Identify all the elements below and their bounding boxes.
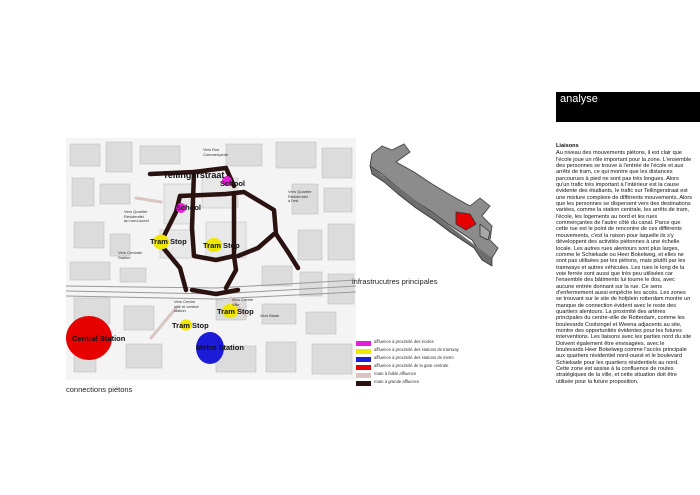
section-header — [556, 92, 700, 122]
section-subtitle: Liaisons — [556, 143, 579, 149]
legend-swatch — [356, 373, 371, 378]
map-legend — [356, 340, 486, 388]
legend-label: route à faible affluence — [374, 371, 417, 376]
tram-stop-label: Tram Stop — [203, 241, 240, 250]
page-title: analyse — [560, 93, 598, 105]
legend-swatch — [356, 357, 371, 362]
legend-swatch — [356, 365, 371, 370]
direction-note: Vers Centrale Station — [118, 250, 143, 260]
direction-note: Vers Centre ville et central station — [174, 299, 199, 314]
legend-label: affluence à proximité des stations de metro — [374, 355, 454, 360]
legend-label: affluence à proximité de la gare centrale — [374, 363, 449, 368]
central-station-label: Central Station — [72, 334, 126, 343]
legend-swatch — [356, 349, 371, 354]
legend-item — [356, 364, 486, 370]
tram-stop-label: Tram Stop — [150, 237, 187, 246]
body-text: Au niveau des mouvements piétons, il est clair que l'école joue un rôle important pour la zone. L'ensemble des personnes se trouve à l'entrée de l'école et aux arrêts de tram, ce qui montre que les distances parcourues à pied ne sont pas très longues. Alors qu'un trafic très important à l'intérieur est la cause évidente des étudiants, le trafic sur Teilingerstraat est une mixture complexe de différents mouvements. Alors que les personnes se dispersent vers des destinations variées, comme la station centrale, les arrêts de tram, l'école, les logements au nord et les rues commerçantes de l'autre côté du canal. Parce que cette rue est le point de rencontre de ces différents mouvements, c'est la raison pour laquelle ils s'y développent des activités piétonnes à une échelle locale. Les autres rues alentours sont plus larges, comme le Schiekade ou Heer Bokelweg, et elles ne sont pas utilisées par les piétons, mais plutôt par les tramways et autres véhicules. Les rues le long de la voie ferrée sont aussi que très peu utilisées car l'ensemble des bâtiments lui tourne le dos, avec aucune entrée donnant sur la rue. Ce sens d'enfermement aussi empêche les accès. Les zones se trouvant sur le site de hofplein rotterdam montre un manque de connection évident avec le reste des quartiers alentours. La proximité des artères principales du centre-ville de Rotterdam, comme les boulevards Coolsingel et Weena adjacents au site, montre des opportunités évidentes pour les futures interventions. Les liaisons avec les parties nord du site Doivent également être envisagées, avec le boulevards Heer Bokelweg comme l'accès principale aux quartiers résidentiel nord-ouest et le boulevard Schiekade pour les quartiers résidentiels au nord. Cette zone est assise à la confluence de routes stratégiques de la ville, et cette situation doit être utilisée pour la future proposition. — [556, 150, 693, 385]
legend-label: affluence à proximité des stations de tramway — [374, 347, 459, 352]
direction-note: Vers Blaak — [260, 313, 280, 318]
school-label: School — [220, 179, 246, 188]
legend-item — [356, 380, 486, 386]
legend-item — [356, 372, 486, 378]
street-label: Teilingerstraat — [163, 170, 225, 180]
analysis-text — [556, 143, 693, 385]
direction-note: Vers Rue Commerçante — [203, 147, 229, 157]
legend-item — [356, 356, 486, 362]
infrastructure-model — [352, 140, 517, 270]
pedestrian-map — [66, 138, 356, 380]
infrastructure-caption: infrastrucutres principales — [352, 277, 438, 286]
legend-swatch — [356, 381, 371, 386]
legend-label: route à grande affluence — [374, 379, 420, 384]
metro-station-label: Metro Station — [196, 343, 244, 352]
legend-item — [356, 348, 486, 354]
legend-swatch — [356, 341, 371, 346]
direction-note: Vers Quartier Résidentiel à l'est — [288, 189, 312, 204]
direction-note: Vers Quartier Résidentiel au nord-ouest — [124, 209, 149, 224]
direction-note: Vers Centre Ville — [232, 297, 254, 307]
legend-label: affluence à proximité des écoles — [374, 339, 434, 344]
school-label: School — [176, 203, 202, 212]
map-caption: connections piétons — [66, 385, 133, 394]
tram-stop-label: Tram Stop — [217, 307, 254, 316]
tram-stop-label: Tram Stop — [172, 321, 209, 330]
legend-item — [356, 340, 486, 346]
